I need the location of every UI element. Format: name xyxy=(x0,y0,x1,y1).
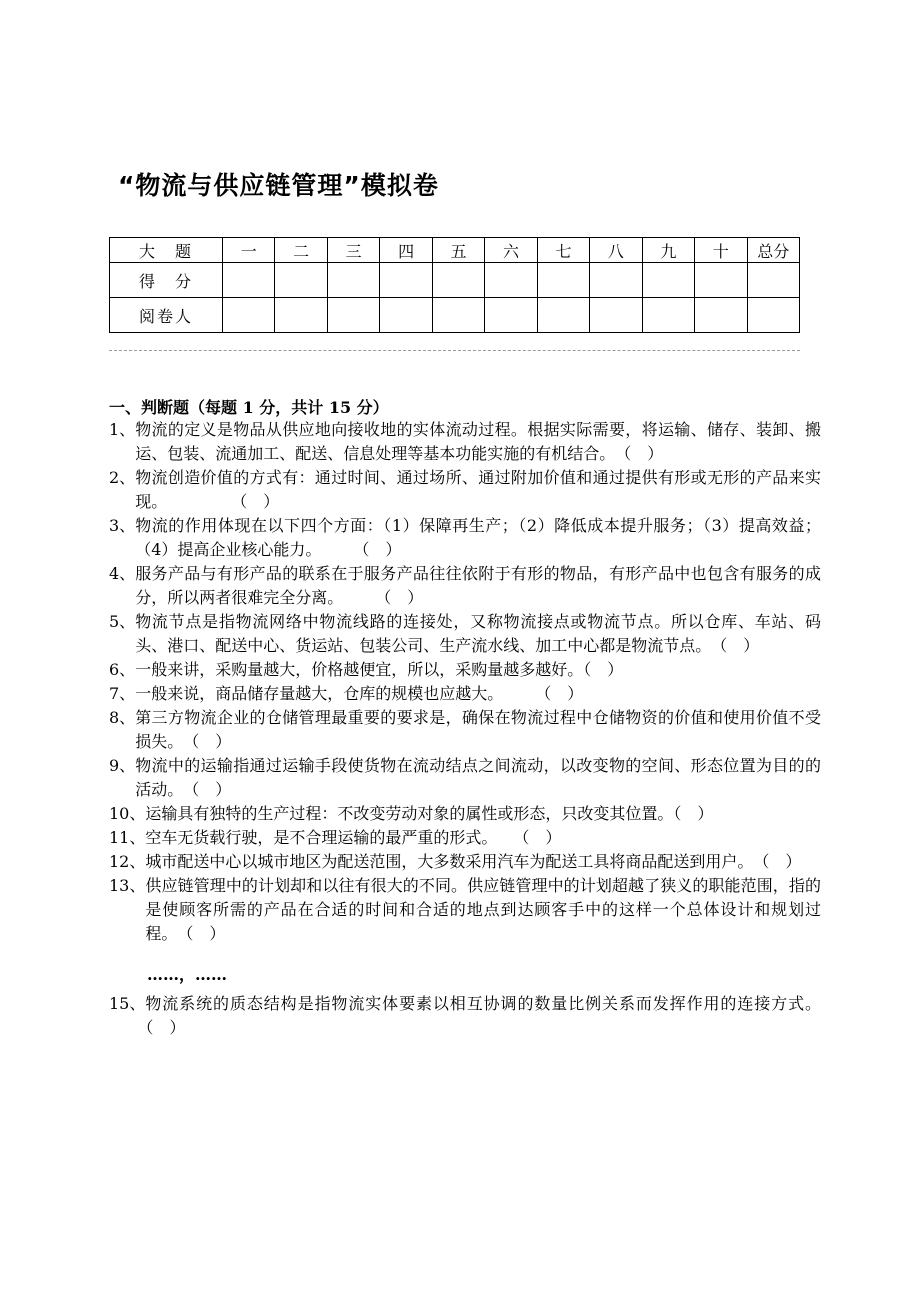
question-number: 15、 xyxy=(109,994,146,1013)
grader-cell xyxy=(590,298,642,333)
question-number: 8、 xyxy=(109,708,136,727)
grader-cell xyxy=(432,298,484,333)
score-table xyxy=(109,237,800,333)
dashed-divider xyxy=(109,350,800,351)
score-cell xyxy=(485,263,537,298)
answer-parentheses: （ ） xyxy=(607,444,664,463)
question-number: 13、 xyxy=(109,876,146,895)
question-11 xyxy=(109,826,821,850)
question-2 xyxy=(109,466,821,514)
header-cell-3: 三 xyxy=(327,238,379,263)
question-15 xyxy=(109,992,821,1040)
answer-parentheses: （ ） xyxy=(159,492,280,511)
question-8 xyxy=(109,706,821,754)
question-text: 物流的作用体现在以下四个方面：（1）保障再生产；（2）降低成本提升服务；（3）提高效益；（4）提高企业核心能力。 xyxy=(135,516,821,559)
header-cell-10: 十 xyxy=(695,238,747,263)
question-number: 12、 xyxy=(109,852,146,871)
answer-parentheses: （ ） xyxy=(169,924,226,943)
question-number: 2、 xyxy=(109,468,136,487)
grader-row xyxy=(110,298,800,333)
header-cell-6: 六 xyxy=(485,238,537,263)
header-cell-2: 二 xyxy=(275,238,327,263)
question-1 xyxy=(109,418,821,466)
score-cell xyxy=(747,263,799,298)
header-cell-9: 九 xyxy=(642,238,694,263)
header-cell-total: 总分 xyxy=(747,238,799,263)
answer-parentheses: （ ） xyxy=(489,828,562,847)
question-list xyxy=(109,418,821,1040)
score-cell xyxy=(642,263,694,298)
score-cell xyxy=(590,263,642,298)
answer-parentheses: （ ） xyxy=(335,588,424,607)
score-row-label: 得 分 xyxy=(110,263,223,298)
answer-parentheses: （ ） xyxy=(313,540,402,559)
grader-cell xyxy=(275,298,327,333)
answer-parentheses: （ ） xyxy=(175,732,232,751)
question-number: 6、 xyxy=(109,660,136,679)
answer-parentheses: （ ） xyxy=(495,684,584,703)
grader-cell xyxy=(485,298,537,333)
question-4 xyxy=(109,562,821,610)
header-cell-4: 四 xyxy=(380,238,432,263)
question-13 xyxy=(109,874,821,946)
header-cell-1: 一 xyxy=(223,238,275,263)
question-text: 一般来讲，采购量越大，价格越便宜，所以，采购量越多越好。 xyxy=(135,660,584,679)
score-cell xyxy=(432,263,484,298)
score-cell xyxy=(380,263,432,298)
question-number: 4、 xyxy=(109,564,136,583)
page-title: “物流与供应链管理”模拟卷 xyxy=(118,171,439,200)
question-text: 空车无货载行驶，是不合理运输的最严重的形式。 xyxy=(145,828,490,847)
answer-parentheses: （ ） xyxy=(175,780,232,799)
question-9 xyxy=(109,754,821,802)
grader-row-label: 阅卷人 xyxy=(110,298,223,333)
grader-cell xyxy=(537,298,589,333)
score-table-header-row xyxy=(110,238,800,263)
answer-parentheses: （ ） xyxy=(673,804,714,823)
grader-cell xyxy=(695,298,747,333)
header-cell-5: 五 xyxy=(432,238,484,263)
question-text: 运输具有独特的生产过程：不改变劳动对象的属性或形态，只改变其位置。 xyxy=(145,804,674,823)
grader-cell xyxy=(747,298,799,333)
omitted-questions-ellipsis: ……，…… xyxy=(147,965,228,984)
question-6 xyxy=(109,658,821,682)
question-12 xyxy=(109,850,821,874)
question-number: 1、 xyxy=(109,420,136,439)
score-cell xyxy=(327,263,379,298)
header-cell-7: 七 xyxy=(537,238,589,263)
answer-parentheses: （ ） xyxy=(583,660,624,679)
grader-cell xyxy=(327,298,379,333)
answer-parentheses: （ ） xyxy=(745,852,802,871)
section-heading: 一、判断题（每题 1 分，共计 15 分） xyxy=(109,398,389,417)
question-number: 11、 xyxy=(109,828,146,847)
question-text: 城市配送中心以城市地区为配送范围，大多数采用汽车为配送工具将商品配送到用户。 xyxy=(145,852,746,871)
question-text: 物流创造价值的方式有：通过时间、通过场所、通过附加价值和通过提供有形或无形的产品来实现。 xyxy=(135,468,821,511)
question-text: 第三方物流企业的仓储管理最重要的要求是，确保在物流过程中仓储物资的价值和使用价值不受损失。 xyxy=(135,708,821,751)
question-10 xyxy=(109,802,821,826)
question-3 xyxy=(109,514,821,562)
grader-cell xyxy=(380,298,432,333)
grader-cell xyxy=(223,298,275,333)
question-number: 5、 xyxy=(109,612,136,631)
score-cell xyxy=(275,263,327,298)
grader-cell xyxy=(642,298,694,333)
question-text: 物流节点是指物流网络中物流线路的连接处，又称物流接点或物流节点。所以仓库、车站、码头、港口、配送中心、货运站、包装公司、生产流水线、加工中心都是物流节点。 xyxy=(135,612,821,655)
answer-parentheses: （ ） xyxy=(703,636,760,655)
question-number: 3、 xyxy=(109,516,136,535)
score-cell xyxy=(537,263,589,298)
question-number: 10、 xyxy=(109,804,146,823)
question-number: 7、 xyxy=(109,684,136,703)
question-text: 物流系统的质态结构是指物流实体要素以相互协调的数量比例关系而发挥作用的连接方式。 xyxy=(145,994,821,1013)
question-number: 9、 xyxy=(109,756,136,775)
question-text: 服务产品与有形产品的联系在于服务产品往往依附于有形的物品，有形产品中也包含有服务的成分，所以两者很难完全分离。 xyxy=(135,564,821,607)
score-row xyxy=(110,263,800,298)
score-cell xyxy=(695,263,747,298)
score-cell xyxy=(223,263,275,298)
header-cell-8: 八 xyxy=(590,238,642,263)
question-7 xyxy=(109,682,821,706)
answer-parentheses: （ ） xyxy=(145,1018,186,1037)
question-text: 一般来说，商品储存量越大，仓库的规模也应越大。 xyxy=(135,684,496,703)
question-text: 物流中的运输指通过运输手段使货物在流动结点之间流动，以改变物的空间、形态位置为目的的活动。 xyxy=(135,756,821,799)
question-text: 供应链管理中的计划却和以往有很大的不同。供应链管理中的计划超越了狭义的职能范围，指的是使顾客所需的产品在合适的时间和合适的地点到达顾客手中的这样一个总体设计和规划过程。 xyxy=(145,876,821,943)
header-cell-section: 大 题 xyxy=(110,238,223,263)
question-5 xyxy=(109,610,821,658)
question-text: 物流的定义是物品从供应地向接收地的实体流动过程。根据实际需要，将运输、储存、装卸、搬运、包装、流通加工、配送、信息处理等基本功能实施的有机结合。 xyxy=(135,420,821,463)
